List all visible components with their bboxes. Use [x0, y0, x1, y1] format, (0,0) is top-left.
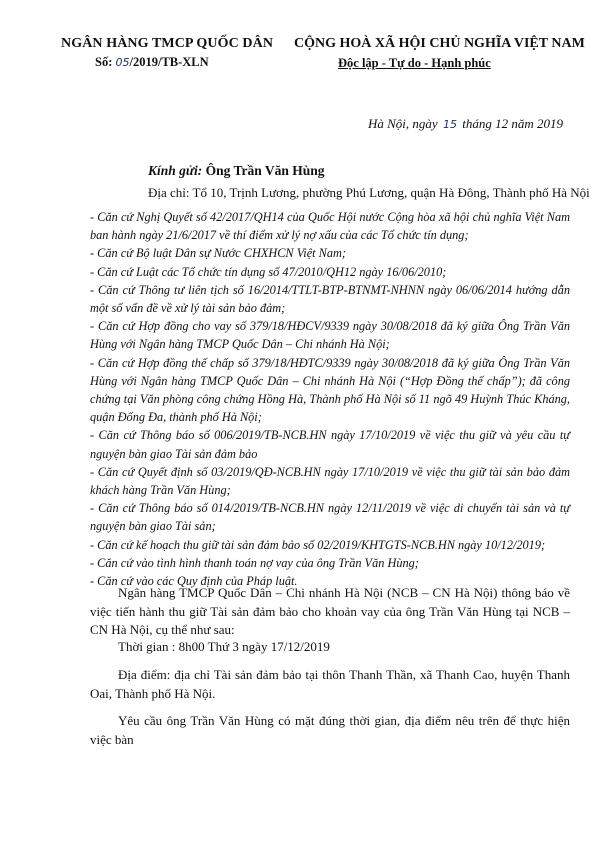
handwritten-number: 05	[115, 56, 130, 69]
basis-item: - Căn cứ kế hoạch thu giữ tài sản đảm bảo số 02/2019/KHTGTS-NCB.HN ngày 10/12/2019;	[90, 537, 546, 552]
handwritten-day: 15	[442, 118, 457, 131]
legal-basis-list	[90, 208, 570, 590]
basis-item: - Căn cứ Luật các Tổ chức tín dụng số 47/2010/QH12 ngày 16/06/2010;	[90, 264, 447, 279]
bank-name: NGÂN HÀNG TMCP QUỐC DÂN	[61, 36, 274, 51]
basis-item: - Căn cứ Thông báo số 006/2019/TB-NCB.HN ngày 17/10/2019 về việc thu giữ và yêu cầu tự nguyện bàn giao Tài sản đảm bảo	[90, 428, 570, 461]
document-number	[95, 55, 209, 70]
location-paragraph: Địa điểm: địa chỉ Tài sản đảm bảo tại thôn Thanh Thần, xã Thanh Cao, huyện Thanh Oai, Thành phố Hà Nội.	[90, 667, 570, 701]
basis-item: - Căn cứ Hợp đồng thế chấp số 379/18/HĐTC/9339 ngày 30/08/2018 đã ký giữa Ông Trần Văn Hùng với Ngân hàng TMCP Quốc Dân – Chi nhánh Hà Nội (“Hợp Đồng thế chấp”); đã công chứng tại Văn phòng công chứng Hồng Hà, Thành phố Hà Nội số 11 ngõ 49 Huỳnh Thúc Kháng, quận Đống Đa, thành phố Hà Nội;	[90, 355, 570, 425]
basis-item: - Căn cứ Bộ luật Dân sự Nước CHXHCN Việt Nam;	[90, 246, 346, 261]
document-number-prefix: Số:	[95, 55, 116, 69]
document-number-suffix: /2019/TB-XLN	[129, 55, 209, 69]
basis-item: - Căn cứ Nghị Quyết số 42/2017/QH14 của Quốc Hội nước Cộng hòa xã hội chủ nghĩa Việt Nam ban hành ngày 21/6/2017 về thí điểm xử lý nợ xấu của các Tổ chức tín dụng;	[90, 210, 570, 243]
basis-item: - Căn cứ Thông tư liên tịch số 16/2014/TTLT-BTP-BTNMT-NHNN ngày 06/06/2014 hướng dẫn một số vấn đề về xử lý tài sản bảo đảm;	[90, 282, 570, 316]
recipient-address: Địa chỉ: Tổ 10, Trịnh Lương, phường Phú Lương, quận Hà Đông, Thành phố Hà Nội	[148, 185, 590, 200]
country-title: CỘNG HOÀ XÃ HỘI CHỦ NGHĨA VIỆT NAM	[294, 36, 585, 51]
basis-item: - Căn cứ Quyết định số 03/2019/QĐ-NCB.HN ngày 17/10/2019 về việc thu giữ tài sản bảo đảm khách hàng Trần Văn Hùng;	[90, 464, 570, 498]
basis-item: - Căn cứ vào tình hình thanh toán nợ vay của ông Trần Văn Hùng;	[90, 555, 419, 570]
date-suffix: tháng 12 năm 2019	[458, 116, 563, 131]
request-paragraph: Yêu cầu ông Trần Văn Hùng có mặt đúng thời gian, địa điểm nêu trên để thực hiện việc bàn	[90, 713, 570, 747]
recipient-name: Ông Trần Văn Hùng	[205, 163, 325, 178]
notice-paragraph: Ngân hàng TMCP Quốc Dân – Chi nhánh Hà Nội (NCB – CN Hà Nội) thông báo về việc tiến hành thu giữ Tài sản đảm bảo cho khoản vay của ông Trần Văn Hùng tại NCB – CN Hà Nội, cụ thể như sau:	[90, 585, 570, 637]
time-line: Thời gian : 8h00 Thứ 3 ngày 17/12/2019	[118, 639, 330, 654]
issue-date	[368, 116, 563, 132]
date-prefix: Hà Nội, ngày	[368, 116, 441, 131]
recipient-line	[148, 163, 325, 179]
basis-item: - Căn cứ vào các Quy định của Pháp luật.	[90, 574, 298, 589]
basis-item: - Căn cứ Hợp đồng cho vay số 379/18/HĐCV/9339 ngày 30/08/2018 đã ký giữa Ông Trần Văn Hùng với Ngân hàng TMCP Quốc Dân – Chi nhánh Hà Nội;	[90, 319, 570, 352]
recipient-label: Kính gửi:	[148, 163, 206, 178]
national-motto: Độc lập - Tự do - Hạnh phúc	[338, 56, 491, 70]
basis-item: - Căn cứ Thông báo số 014/2019/TB-NCB.HN ngày 12/11/2019 về việc di chuyển tài sản và tự nguyện bàn giao Tài sản;	[90, 501, 570, 534]
